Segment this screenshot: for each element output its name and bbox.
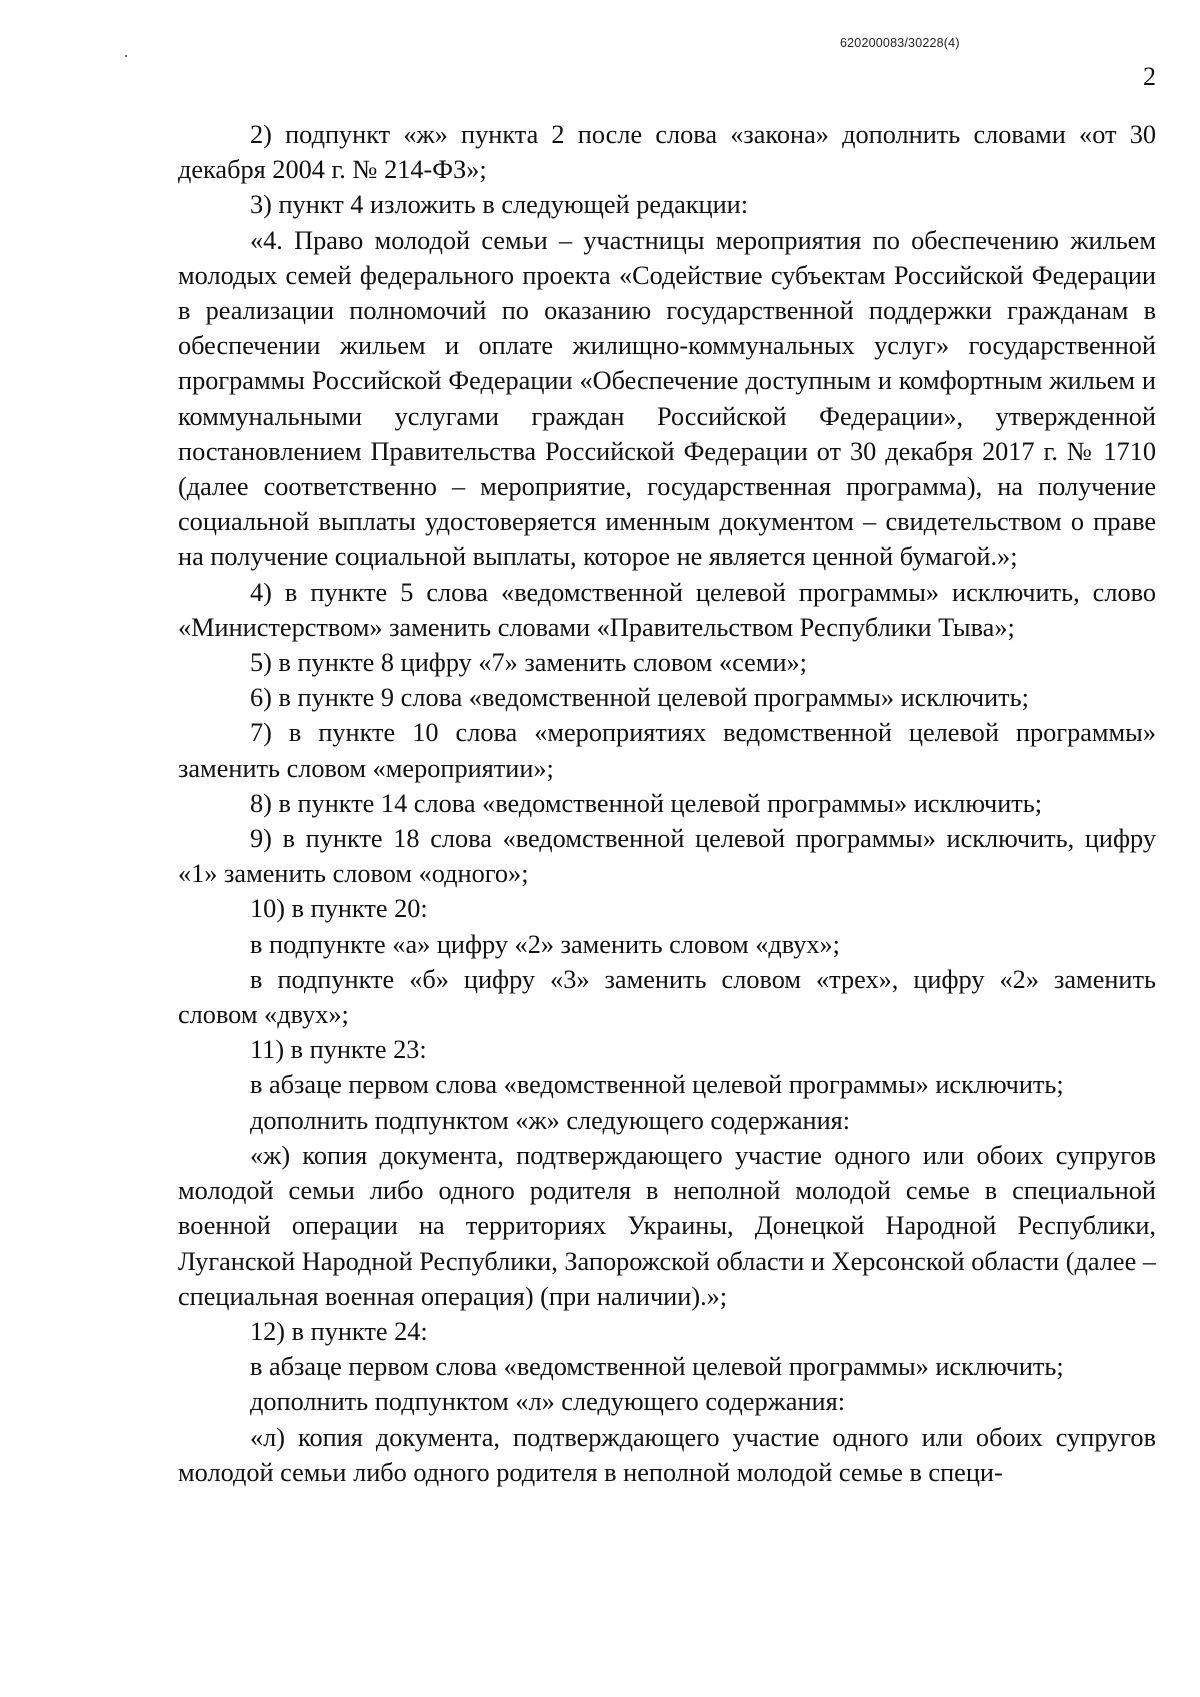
paragraph-item-5: 5) в пункте 8 цифру «7» заменить словом «семи»; <box>250 648 807 678</box>
paragraph-item-8: 8) в пункте 14 слова «ведомственной целевой программы» исключить; <box>250 788 1043 818</box>
paragraph-item-11-first-abzac: в абзаце первом слова «ведомственной целевой программы» исключить; <box>250 1070 1064 1100</box>
paragraph-item-4: 4) в пункте 5 слова «ведомственной целевой программы» исключить, слово «Министерством» заменить словами «Правительством Республики Тыва»; <box>178 577 1156 642</box>
document-registration-code: 620200083/30228(4) <box>840 36 960 50</box>
paragraph-item-10: 10) в пункте 20: <box>250 894 428 924</box>
paragraph-item-7: 7) в пункте 10 слова «мероприятиях ведомственной целевой программы» заменить словом «мероприятии»; <box>178 718 1156 783</box>
paragraph-item-9: 9) в пункте 18 слова «ведомственной целевой программы» исключить, цифру «1» заменить словом «одного»; <box>178 824 1156 889</box>
scan-speck <box>125 55 127 57</box>
paragraph-item-11-add-zh: дополнить подпунктом «ж» следующего содержания: <box>250 1105 851 1135</box>
paragraph-subitem-a: в подпункте «а» цифру «2» заменить словом «двух»; <box>250 929 840 959</box>
document-body <box>178 117 1156 1490</box>
page-number: 2 <box>1143 62 1156 91</box>
paragraph-item-2: 2) подпункт «ж» пункта 2 после слова «закона» дополнить словами «от 30 декабря 2004 г. № 214-ФЗ»; <box>178 120 1156 185</box>
paragraph-item-12-add-l: дополнить подпунктом «л» следующего содержания: <box>250 1387 846 1417</box>
paragraph-subitem-b: в подпункте «б» цифру «3» заменить словом «трех», цифру «2» заменить словом «двух»; <box>178 964 1156 1030</box>
paragraph-quoted-subitem-l: «л) копия документа, подтверждающего участие одного или обоих супругов молодой семьи либо одного родителя в неполной молодой семье в специ- <box>178 1422 1156 1487</box>
paragraph-item-12: 12) в пункте 24: <box>250 1316 428 1346</box>
paragraph-quoted-subitem-zh: «ж) копия документа, подтверждающего участие одного или обоих супругов молодой семьи либо одного родителя в неполной молодой семье в специальной военной операции на территориях Украины, Донецкой Народной Республики, Луганской Народной Республики, Запорожской области и Херсонской области (далее – специальная военная операция) (при наличии).»; <box>178 1140 1156 1311</box>
paragraph-item-3: 3) пункт 4 изложить в следующей редакции: <box>250 190 749 220</box>
paragraph-item-6: 6) в пункте 9 слова «ведомственной целевой программы» исключить; <box>250 683 1029 713</box>
paragraph-item-12-first-abzac: в абзаце первом слова «ведомственной целевой программы» исключить; <box>250 1352 1064 1382</box>
paragraph-quoted-item-4: «4. Право молодой семьи – участницы мероприятия по обеспечению жильем молодых семей федерального проекта «Содействие субъектам Российской Федерации в реализации полномочий по оказанию государственной поддержки гражданам в обеспечении жильем и оплате жилищно-коммунальных услуг» государственной программы Российской Федерации «Обеспечение доступным и комфортным жильем и коммунальными услугами граждан Российской Федерации», утвержденной постановлением Правительства Российской Федерации от 30 декабря 2017 г. № 1710 (далее соответственно – мероприятие, государственная программа), на получение социальной выплаты удостоверяется именным документом – свидетельством о праве на получение социальной выплаты, которое не является ценной бумагой.»; <box>178 225 1156 572</box>
paragraph-item-11: 11) в пункте 23: <box>250 1035 427 1065</box>
